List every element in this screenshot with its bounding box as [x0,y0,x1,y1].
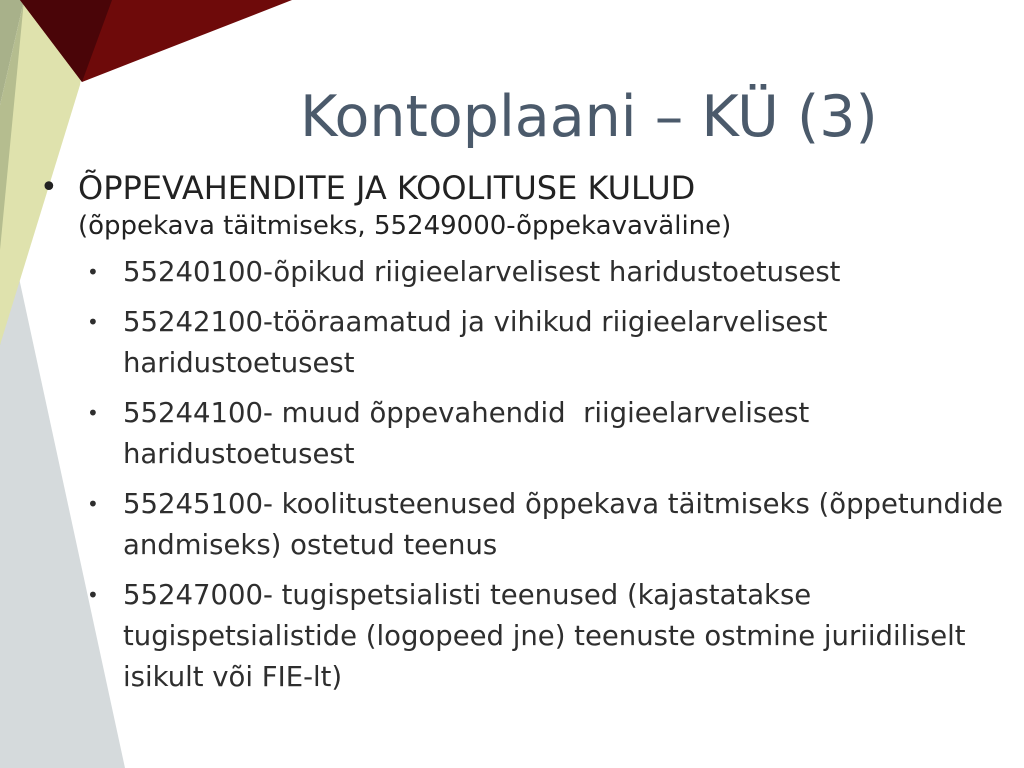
sub-item-text: 55242100-tööraamatud ja vihikud riigieelarvelisest haridustoetusest [123,306,837,379]
sub-list-item [78,302,1010,384]
sub-bullet-icon: • [87,401,99,425]
sub-item-text: 55245100- koolitusteenused õppekava täitmiseks (õppetundide andmiseks) ostetud teenus [123,488,1012,561]
sub-item-text: 55247000- tugispetsialisti teenused (kajastatakse tugispetsialistide (logopeed jne) teenuste ostmine juriidiliselt isikult või FIE-lt) [123,579,975,693]
sub-bullet-icon: • [87,583,99,607]
sub-list-item [78,484,1010,566]
sub-bullet-icon: • [87,492,99,516]
slide-title: Kontoplaani – KÜ (3) [300,84,878,150]
sub-item-text: 55244100- muud õppevahendid riigieelarvelisest haridustoetusest [123,397,818,470]
main-subheading: (õppekava täitmiseks, 55249000-õppekavaväline) [78,211,732,241]
sub-list-item [78,252,1010,293]
sub-list-item [78,393,1010,475]
sub-item-text: 55240100-õpikud riigieelarvelisest haridustoetusest [123,256,841,288]
main-heading: ÕPPEVAHENDITE JA KOOLITUSE KULUD [78,169,696,207]
sub-bullet-icon: • [87,260,99,284]
main-bullet-item [40,168,1010,698]
sub-bullet-icon: • [87,310,99,334]
sub-bullet-list [78,252,1010,698]
bullet-icon: • [40,170,58,205]
sub-list-item [78,575,1010,698]
slide-content [40,168,1010,707]
